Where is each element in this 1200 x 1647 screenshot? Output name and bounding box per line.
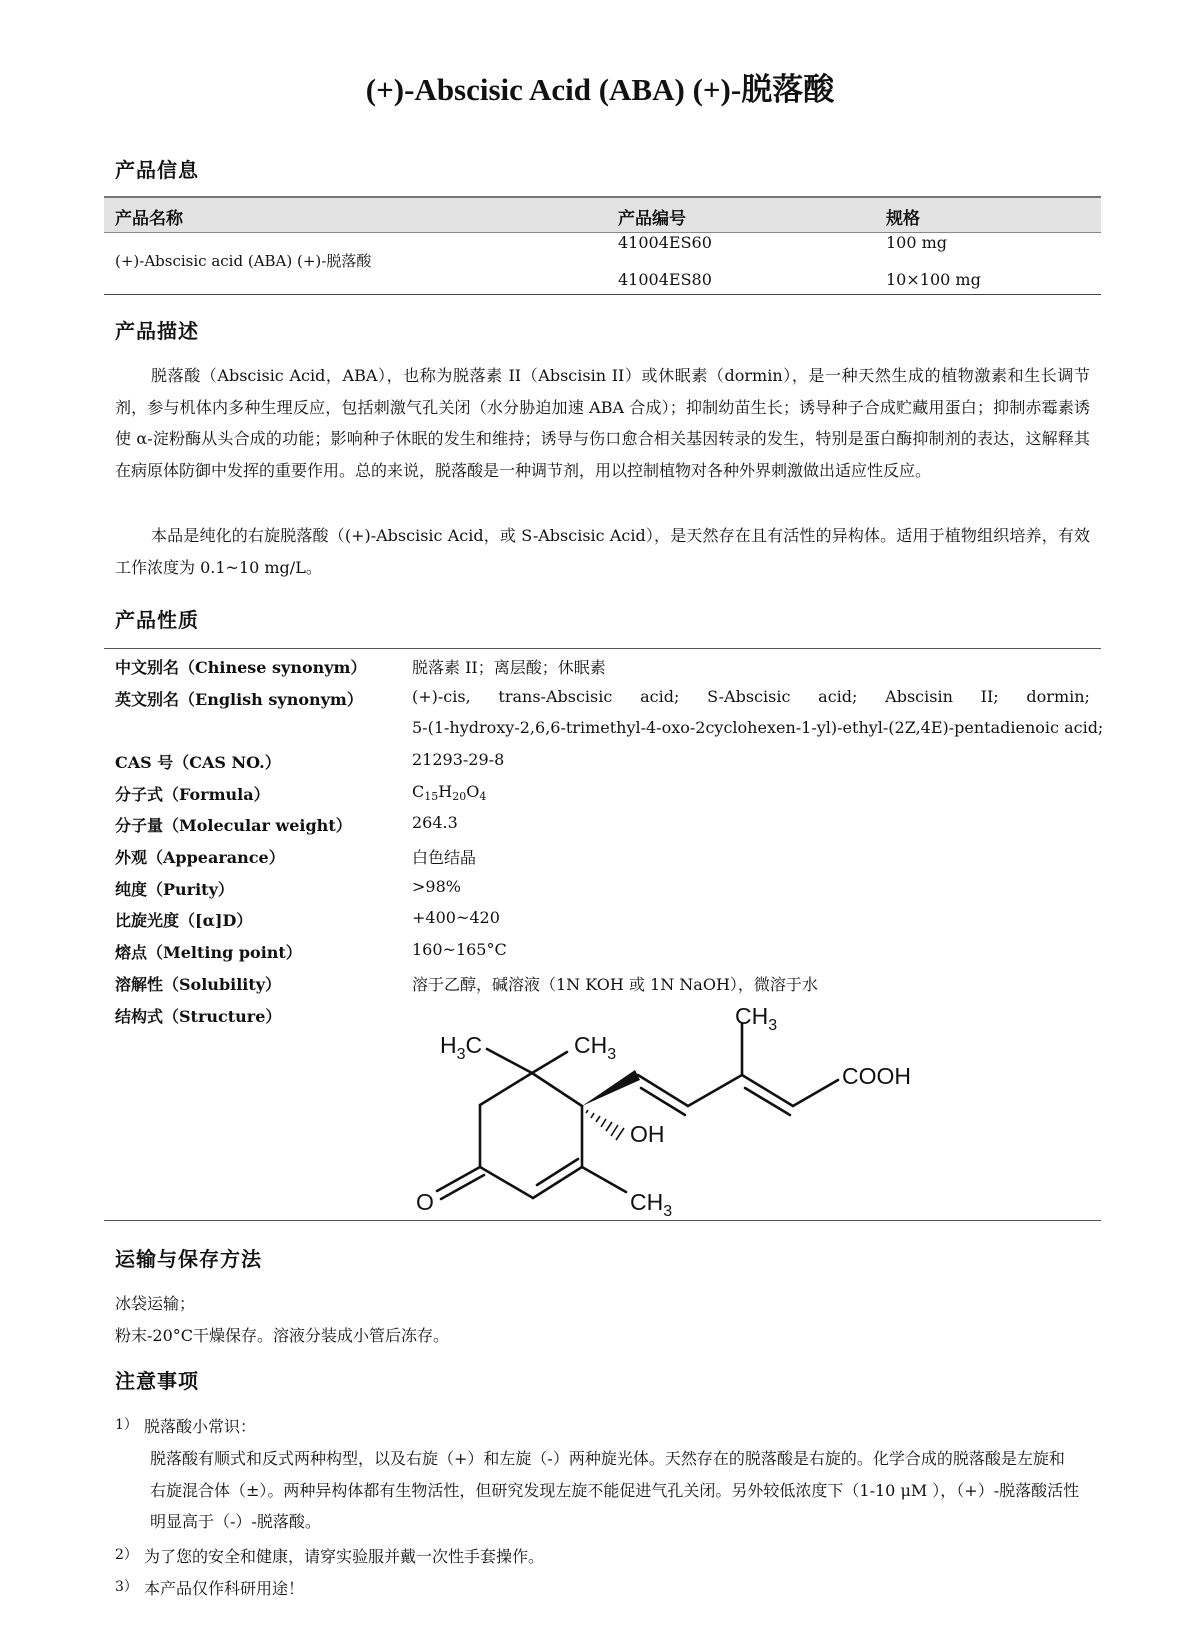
ch3-label-bottom: $CH_3$	[630, 1189, 673, 1220]
cooh-label: COOH	[842, 1063, 911, 1089]
note-3-marker: 3）	[115, 1579, 138, 1595]
section-heading-notes: 注意事项	[115, 1369, 199, 1393]
prop-value-english-synonym-line2: 5-(1-hydroxy-2,6,6-trimethyl-4-oxo-2cyclohexen-1-yl)-ethyl-(2Z,4E)-pentadienoic acid;	[412, 718, 1104, 737]
note-2-text: 为了您的安全和健康，请穿实验服并戴一次性手套操作。	[144, 1547, 545, 1566]
prop-label-mw: 分子量（Molecular weight）	[115, 816, 352, 835]
oh-label: OH	[630, 1121, 665, 1147]
props-bottom-rule	[104, 1220, 1101, 1221]
synonym-word: (+)-cis,	[412, 687, 471, 706]
spec-cell-2: 10×100 mg	[886, 270, 981, 289]
product-name-cell: (+)-Abscisic acid (ABA) (+)-脱落酸	[115, 252, 372, 270]
synonym-word: acid;	[640, 687, 680, 706]
prop-label-formula: 分子式（Formula）	[115, 785, 270, 804]
section-heading-storage: 运输与保存方法	[115, 1247, 262, 1271]
col-header-spec: 规格	[886, 209, 920, 229]
section-heading-info: 产品信息	[115, 158, 199, 182]
prop-value-mw: 264.3	[412, 813, 458, 832]
prop-label-melting-point: 熔点（Melting point）	[115, 943, 302, 962]
note-2-marker: 2）	[115, 1547, 138, 1563]
note-1-body: 脱落酸有顺式和反式两种构型，以及右旋（+）和左旋（-）两种旋光体。天然存在的脱落酸是右旋的。化学合成的脱落酸是左旋和右旋混合体（±）。两种异构体都有生物活性，但研究发现左旋不能促进气孔关闭。另外较低浓度下（1-10 μM ），（+）-脱落酸活性明显高于（-）-脱落酸。	[150, 1449, 1080, 1532]
synonym-word: acid;	[818, 687, 858, 706]
note-1-marker: 1）	[115, 1417, 138, 1433]
prop-label-rotation: 比旋光度（[α]D）	[115, 911, 253, 930]
description-paragraph-1: 脱落酸（Abscisic Acid，ABA），也称为脱落素 II（Abscisin II）或休眠素（dormin），是一种天然生成的植物激素和生长调节剂，参与机体内多种生理反应，包括刺激气孔关闭（水分胁迫加速 ABA 合成）；抑制幼苗生长；诱导种子合成贮藏用蛋白；抑制赤霉素诱使 α-淀粉酶从头合成的功能；影响种子休眠的发生和维持；诱导与伤口愈合相关基因转录的发生，特别是蛋白酶抑制剂的表达，这解释其在病原体防御中发挥的重要作用。总的来说，脱落酸是一种调节剂，用以控制植物对各种外界刺激做出适应性反应。	[115, 366, 1090, 480]
prop-label-chinese-synonym: 中文别名（Chinese synonym）	[115, 658, 367, 677]
col-header-name: 产品名称	[115, 209, 183, 229]
ch3-label-top: $CH_3$	[735, 1003, 778, 1034]
prop-value-melting-point: 160~165°C	[412, 940, 507, 959]
description-paragraph-2: 本品是纯化的右旋脱落酸（(+)-Abscisic Acid，或 S-Abscisic Acid），是天然存在且有活性的异构体。适用于植物组织培养，有效工作浓度为 0.1~10 mg/L。	[115, 526, 1090, 577]
synonym-word: Abscisin	[885, 687, 953, 706]
spec-cell-1: 100 mg	[886, 233, 948, 252]
prop-label-structure: 结构式（Structure）	[115, 1007, 282, 1026]
prop-label-cas: CAS 号（CAS NO.）	[115, 753, 281, 772]
h3c-label: $H_3C$	[440, 1032, 483, 1063]
code-cell-2: 41004ES80	[618, 270, 712, 289]
synonym-word: S-Abscisic	[707, 687, 791, 706]
prop-value-rotation: +400~420	[412, 908, 500, 927]
synonym-word: II;	[980, 687, 999, 706]
prop-value-formula: $C_{15}H_{20}O_4$	[412, 782, 487, 803]
prop-label-appearance: 外观（Appearance）	[115, 848, 285, 867]
synonym-word: trans-Abscisic	[498, 687, 613, 706]
note-3-text: 本产品仅作科研用途！	[144, 1579, 305, 1598]
prop-value-chinese-synonym: 脱落素 II；离层酸；休眠素	[412, 658, 606, 677]
prop-value-solubility: 溶于乙醇，碱溶液（1N KOH 或 1N NaOH），微溶于水	[412, 975, 818, 994]
prop-label-english-synonym: 英文别名（English synonym）	[115, 690, 363, 709]
prop-value-purity: >98%	[412, 877, 461, 896]
prop-value-appearance: 白色结晶	[412, 848, 477, 867]
ch3-label-mid: $CH_3$	[574, 1032, 617, 1063]
prop-label-purity: 纯度（Purity）	[115, 880, 234, 899]
section-heading-props: 产品性质	[115, 608, 199, 632]
storage-line-1: 冰袋运输；	[115, 1294, 196, 1313]
storage-line-2: 粉末-20°C干燥保存。溶液分装成小管后冻存。	[115, 1326, 450, 1345]
prop-value-cas: 21293-29-8	[412, 750, 505, 769]
section-heading-desc: 产品描述	[115, 319, 199, 343]
synonym-word: dormin;	[1026, 687, 1090, 706]
code-cell-1: 41004ES60	[618, 233, 712, 252]
document-title: (+)-Abscisic Acid (ABA) (+)-脱落酸	[365, 72, 835, 107]
col-header-code: 产品编号	[618, 209, 686, 229]
prop-label-solubility: 溶解性（Solubility）	[115, 975, 282, 994]
o-label: O	[416, 1189, 434, 1215]
note-1-title: 脱落酸小常识：	[144, 1417, 257, 1436]
